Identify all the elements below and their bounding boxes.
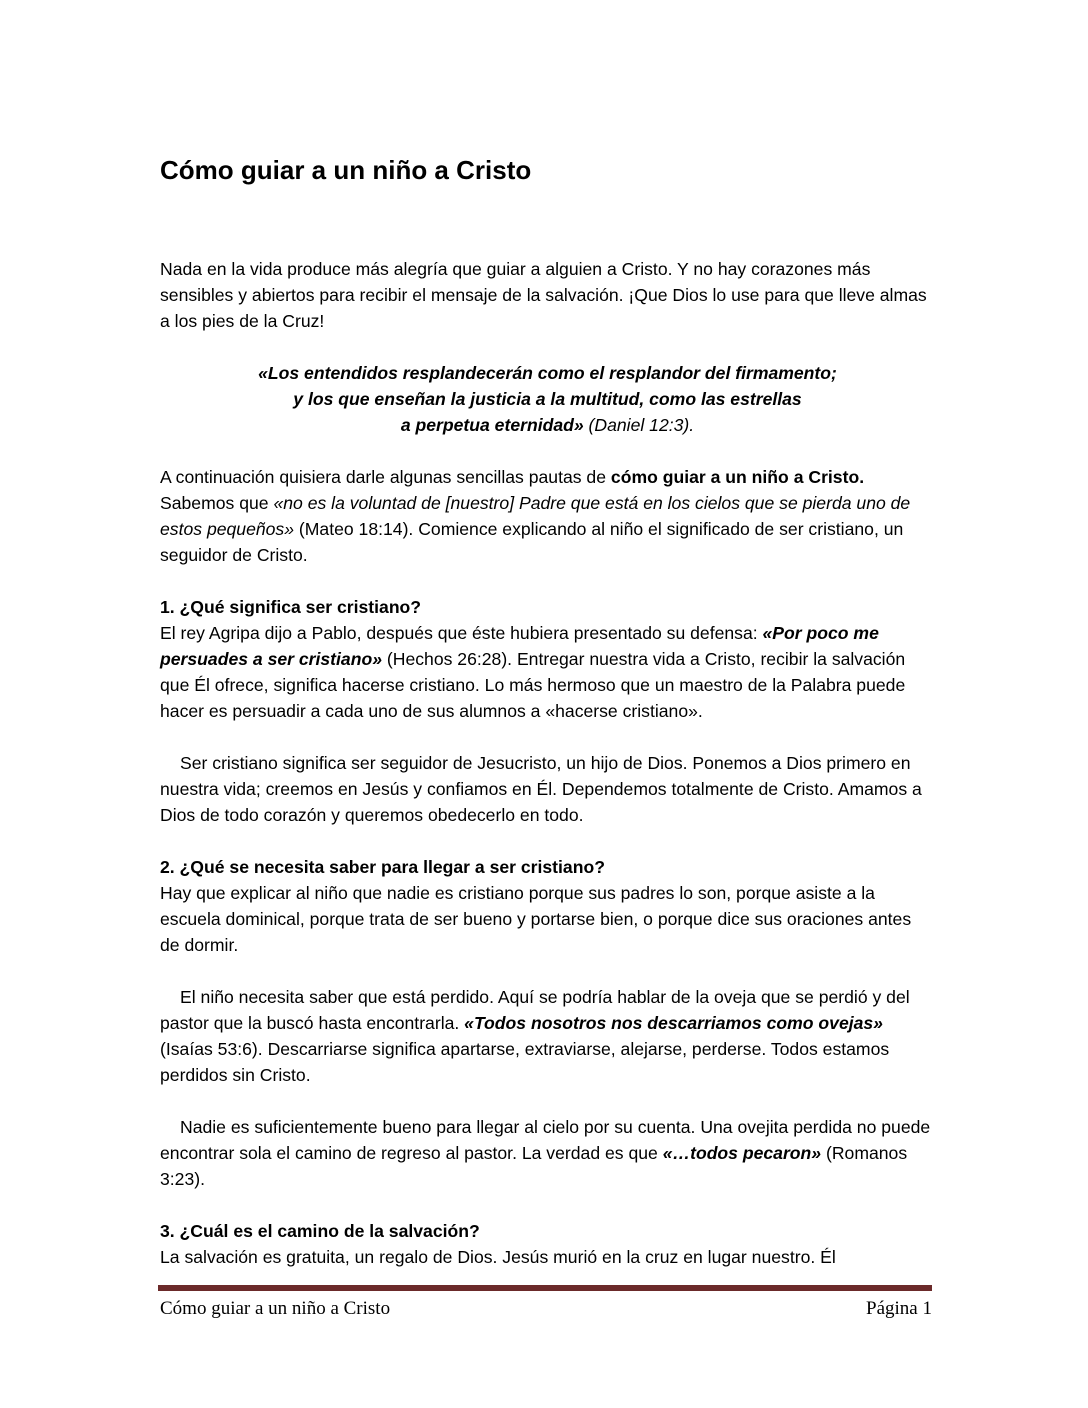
text-run: (Mateo 18:14). Comience explicando al niño el significado de ser cristiano, un seguidor de Cristo. — [160, 519, 904, 565]
quote-reference: (Daniel 12:3). — [583, 415, 695, 435]
text-run: Hay que explicar al niño que nadie es cristiano porque sus padres lo son, porque asiste a la escuela dominical, porque trata de ser bueno y portarse bien, o porque dice sus oraciones antes de dormir. — [160, 883, 912, 955]
paragraph-guidelines — [160, 464, 935, 568]
bold-italic-quote: «Todos nosotros nos descarriamos como ovejas» — [464, 1013, 883, 1033]
text-run: La salvación es gratuita, un regalo de Dios. Jesús murió en la cruz en lugar nuestro. Él — [160, 1247, 836, 1267]
section-2 — [160, 854, 935, 958]
section-2-paragraph-3 — [160, 1114, 935, 1192]
section-heading: 2. ¿Qué se necesita saber para llegar a ser cristiano? — [160, 857, 605, 877]
bold-italic-quote: «…todos pecaron» — [662, 1143, 822, 1163]
bible-quote — [160, 360, 935, 438]
footer-rule — [158, 1285, 932, 1291]
text-run: Sabemos que — [160, 493, 274, 513]
intro-paragraph: Nada en la vida produce más alegría que guiar a alguien a Cristo. Y no hay corazones más sensibles y abiertos para recibir el mensaje de la salvación. ¡Que Dios lo use para que lleve almas a los pies de la Cruz! — [160, 259, 927, 331]
document-body — [160, 150, 935, 1296]
quote-line-2: y los que enseñan la justicia a la multitud, como las estrellas — [293, 389, 802, 409]
text-run: A continuación quisiera darle algunas sencillas pautas de — [160, 467, 611, 487]
text-run: (Isaías 53:6). Descarriarse significa apartarse, extraviarse, alejarse, perderse. Todos estamos perdidos sin Cristo. — [160, 1039, 890, 1085]
section-1-paragraph-2: Ser cristiano significa ser seguidor de Jesucristo, un hijo de Dios. Ponemos a Dios primero en nuestra vida; creemos en Jesús y confiamos en Él. Dependemos totalmente de Cristo. Amamos a Dios de todo corazón y queremos obedecerlo en todo. — [160, 753, 922, 825]
quote-line-3: a perpetua eternidad» — [400, 415, 584, 435]
page-footer — [160, 1296, 932, 1322]
text-run: El rey Agripa dijo a Pablo, después que éste hubiera presentado su defensa: — [160, 623, 763, 643]
text-run: El niño necesita saber que está perdido. Aquí se podría hablar de la oveja que se perdió y del pastor que la buscó hasta encontrarla. — [160, 987, 910, 1033]
section-2-paragraph-2 — [160, 984, 935, 1088]
footer-title: Cómo guiar a un niño a Cristo — [160, 1298, 391, 1319]
quote-line-1: «Los entendidos resplandecerán como el resplandor del firmamento; — [258, 363, 837, 383]
bold-italic-quote: «Por poco me persuades a ser cristiano» — [160, 623, 879, 669]
italic-quote: «no es la voluntad de [nuestro] Padre que está en los cielos que se pierda uno de estos pequeños» — [160, 493, 911, 539]
quote-line-3-wrap — [401, 415, 694, 435]
text-run: (Romanos 3:23). — [160, 1143, 908, 1189]
section-3 — [160, 1218, 935, 1270]
text-run: (Hechos 26:28). Entregar nuestra vida a Cristo, recibir la salvación que Él ofrece, significa hacerse cristiano. Lo más hermoso que un maestro de la Palabra puede hacer es persuadir a cada uno de sus alumnos a «hacerse cristiano». — [160, 649, 906, 721]
bold-phrase: cómo guiar a un niño a Cristo. — [610, 467, 865, 487]
page-number: Página 1 — [866, 1298, 932, 1319]
section-heading: 3. ¿Cuál es el camino de la salvación? — [160, 1221, 480, 1241]
text-run: Nadie es suficientemente bueno para llegar al cielo por su cuenta. Una ovejita perdida no puede encontrar sola el camino de regreso al pastor. La verdad es que — [160, 1117, 931, 1163]
section-heading: 1. ¿Qué significa ser cristiano? — [160, 597, 422, 617]
page-title: Cómo guiar a un niño a Cristo — [160, 155, 532, 185]
section-1 — [160, 594, 935, 724]
